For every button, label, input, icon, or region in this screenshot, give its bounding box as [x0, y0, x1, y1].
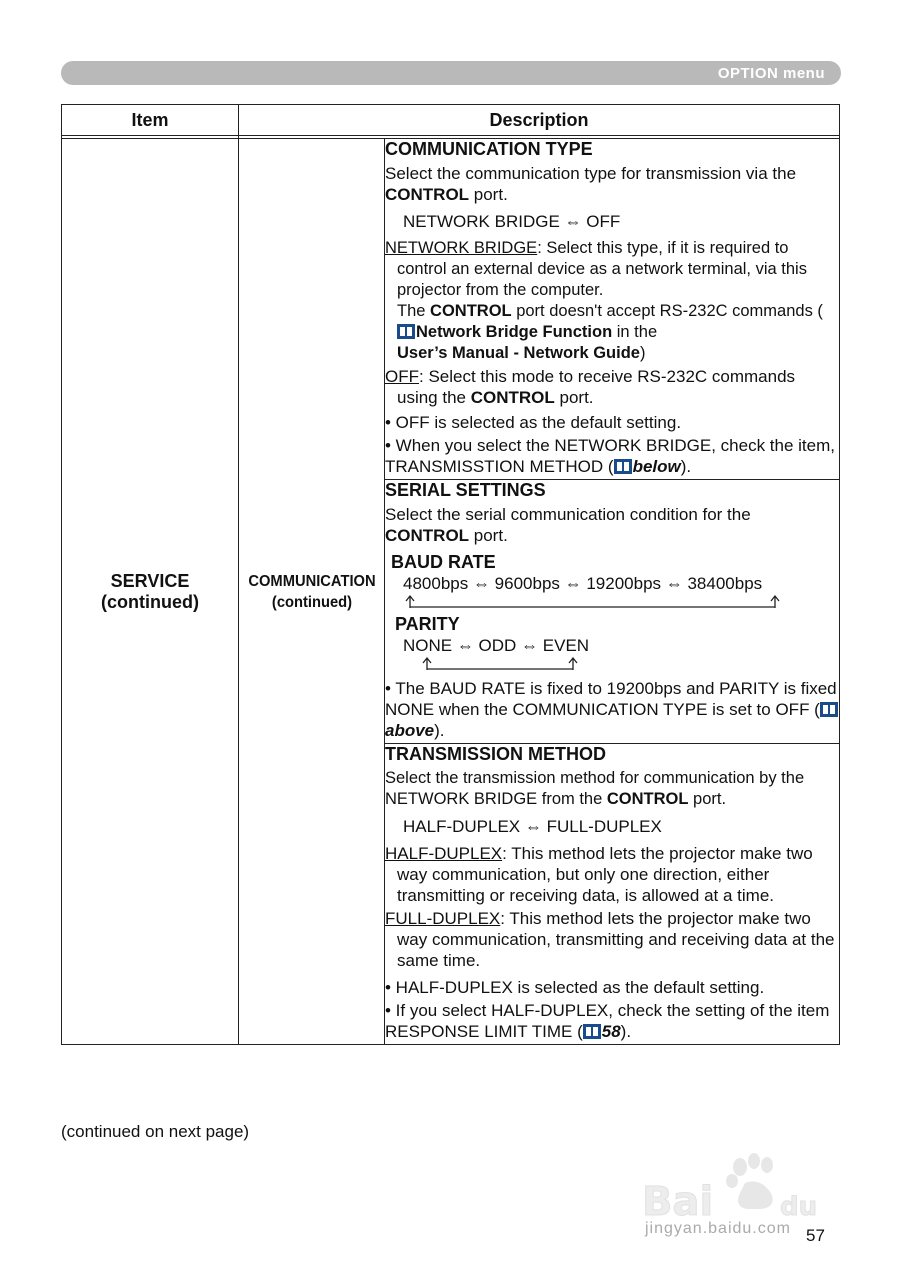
table-header-row — [62, 105, 840, 136]
baud-rate-cycle-arrow — [405, 594, 785, 608]
half-duplex-description: HALF-DUPLEX: This method lets the projector make two way communication, but only one direction, either transmitting or receiving data, is allowed at a time. — [385, 844, 813, 905]
default-setting-note: • OFF is selected as the default setting. — [385, 413, 682, 432]
full-duplex-description: FULL-DUPLEX: This method lets the projector make two way communication, transmitting and receiving data at the same time. — [385, 909, 835, 970]
parity-options: NONE ⇔ ODD ⇔ EVEN — [403, 636, 590, 655]
watermark-url: jingyan.baidu.com — [645, 1220, 791, 1237]
column-header-item: Item — [62, 105, 239, 136]
manual-book-icon — [820, 702, 838, 717]
continued-note: (continued on next page) — [61, 1122, 250, 1141]
section-title: OPTION menu — [717, 65, 825, 82]
page-number: 57 — [806, 1226, 825, 1245]
manual-book-icon — [583, 1024, 601, 1039]
serial-settings-heading: SERIAL SETTINGS — [385, 480, 546, 500]
baud-rate-options: 4800bps ⇔ 9600bps ⇔ 19200bps ⇔ 38400bps — [403, 574, 763, 593]
communication-type-heading: COMMUNICATION TYPE — [385, 139, 593, 159]
off-description: OFF: Select this mode to receive RS-232C commands using the CONTROL port. — [385, 367, 796, 407]
table-row — [62, 139, 840, 480]
transmission-method-heading: TRANSMISSION METHOD — [385, 744, 607, 764]
svg-text:Bai: Bai — [642, 1179, 714, 1225]
transmission-method-intro: Select the transmission method for communication by the NETWORK BRIDGE from the CONTROL port. — [385, 769, 805, 808]
manual-book-icon — [614, 459, 632, 474]
option-menu-table — [61, 104, 840, 1045]
parity-cycle-arrow — [405, 656, 605, 670]
item-cell — [62, 139, 239, 1045]
subitem-cell — [244, 139, 378, 1045]
serial-settings-intro: Select the serial communication condition for the CONTROL port. — [385, 505, 751, 545]
transmission-method-options: HALF-DUPLEX ⇔ FULL-DUPLEX — [403, 817, 662, 836]
subitem-continued: (continued) — [271, 593, 352, 611]
section-header-bar — [61, 61, 841, 85]
network-bridge-description: NETWORK BRIDGE: Select this type, if it is required to control an external device as a network terminal, via this projector from the computer. The CONTROL port doesn't accept RS-232C commands (Network Bridge Function in the User’s Manual - Network Guide) — [385, 239, 823, 362]
communication-type-cell — [385, 139, 840, 480]
fixed-rate-note: • The BAUD RATE is fixed to 19200bps and PARITY is fixed NONE when the COMMUNICATION TYPE is set to OFF (above). — [385, 679, 837, 740]
manual-book-icon — [397, 324, 415, 339]
parity-heading: PARITY — [395, 614, 460, 634]
transmission-check-note: • When you select the NETWORK BRIDGE, check the item, TRANSMISSTION METHOD ( below). — [385, 436, 835, 476]
half-duplex-default-note: • HALF-DUPLEX is selected as the default setting. — [385, 978, 765, 997]
svg-text:du: du — [780, 1192, 818, 1222]
baud-rate-heading: BAUD RATE — [391, 552, 496, 572]
communication-type-intro: Select the communication type for transmission via the CONTROL port. — [385, 164, 797, 204]
subitem-name: COMMUNICATION — [247, 572, 376, 590]
communication-type-options: NETWORK BRIDGE ⇔ OFF — [403, 212, 621, 231]
serial-settings-cell — [385, 480, 840, 744]
column-header-description: Description — [239, 105, 840, 136]
item-continued: (continued) — [101, 591, 199, 612]
response-limit-note: • If you select HALF-DUPLEX, check the setting of the item RESPONSE LIMIT TIME ( 58). — [385, 1001, 830, 1041]
item-name: SERVICE — [110, 570, 190, 591]
transmission-method-cell — [385, 744, 840, 1045]
